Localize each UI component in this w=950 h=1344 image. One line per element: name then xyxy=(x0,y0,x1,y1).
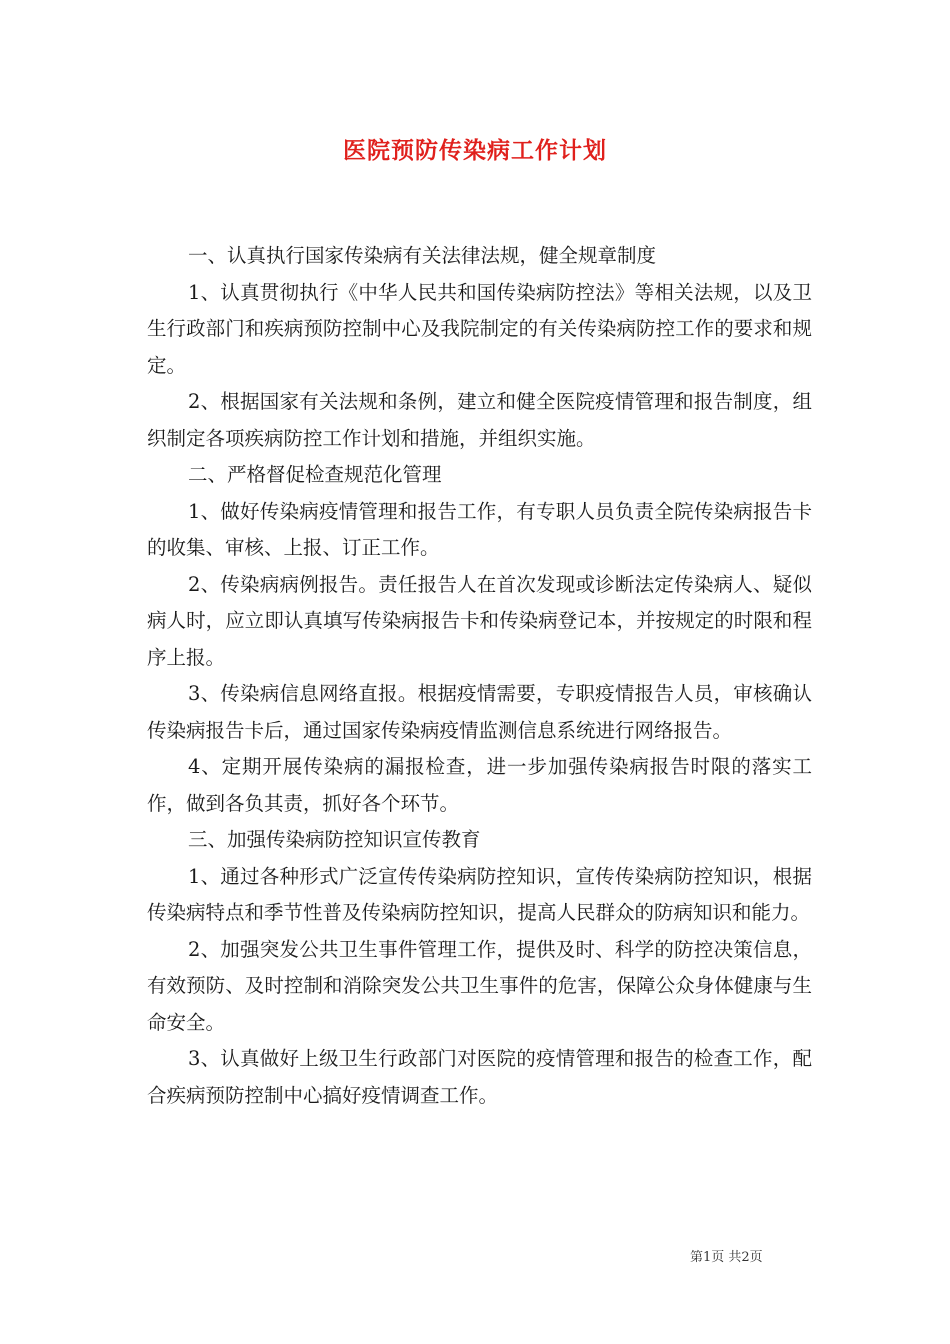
section-heading-2: 二、严格督促检查规范化管理 xyxy=(187,463,442,486)
section-heading-1: 一、认真执行国家传染病有关法律法规，健全规章制度 xyxy=(187,244,656,267)
paragraph: 3、认真做好上级卫生行政部门对医院的疫情管理和报告的检查工作，配合疾病预防控制中心搞好疫情调查工作。 xyxy=(147,1047,812,1107)
paragraph: 4、定期开展传染病的漏报检查，进一步加强传染病报告时限的落实工作，做到各负其责，抓好各个环节。 xyxy=(147,755,812,815)
paragraph: 1、认真贯彻执行《中华人民共和国传染病防控法》等相关法规，以及卫生行政部门和疾病预防控制中心及我院制定的有关传染病防控工作的要求和规定。 xyxy=(147,280,812,377)
document-body xyxy=(147,238,812,1114)
paragraph: 1、做好传染病疫情管理和报告工作，有专职人员负责全院传染病报告卡的收集、审核、上报、订正工作。 xyxy=(147,499,812,559)
section-heading-3: 三、加强传染病防控知识宣传教育 xyxy=(187,828,481,851)
paragraph: 2、传染病病例报告。责任报告人在首次发现或诊断法定传染病人、疑似病人时，应立即认真填写传染病报告卡和传染病登记本，并按规定的时限和程序上报。 xyxy=(147,572,812,669)
page-number: 第1页 共2页 xyxy=(690,1250,763,1265)
document-title: 医院预防传染病工作计划 xyxy=(343,137,607,164)
paragraph: 1、通过各种形式广泛宣传传染病防控知识，宣传传染病防控知识，根据传染病特点和季节性普及传染病防控知识，提高人民群众的防病知识和能力。 xyxy=(147,864,812,924)
paragraph: 2、根据国家有关法规和条例，建立和健全医院疫情管理和报告制度，组织制定各项疾病防控工作计划和措施，并组织实施。 xyxy=(147,390,812,450)
paragraph: 2、加强突发公共卫生事件管理工作，提供及时、科学的防控决策信息，有效预防、及时控制和消除突发公共卫生事件的危害，保障公众身体健康与生命安全。 xyxy=(147,937,812,1034)
paragraph: 3、传染病信息网络直报。根据疫情需要，专职疫情报告人员，审核确认传染病报告卡后，通过国家传染病疫情监测信息系统进行网络报告。 xyxy=(147,682,812,742)
